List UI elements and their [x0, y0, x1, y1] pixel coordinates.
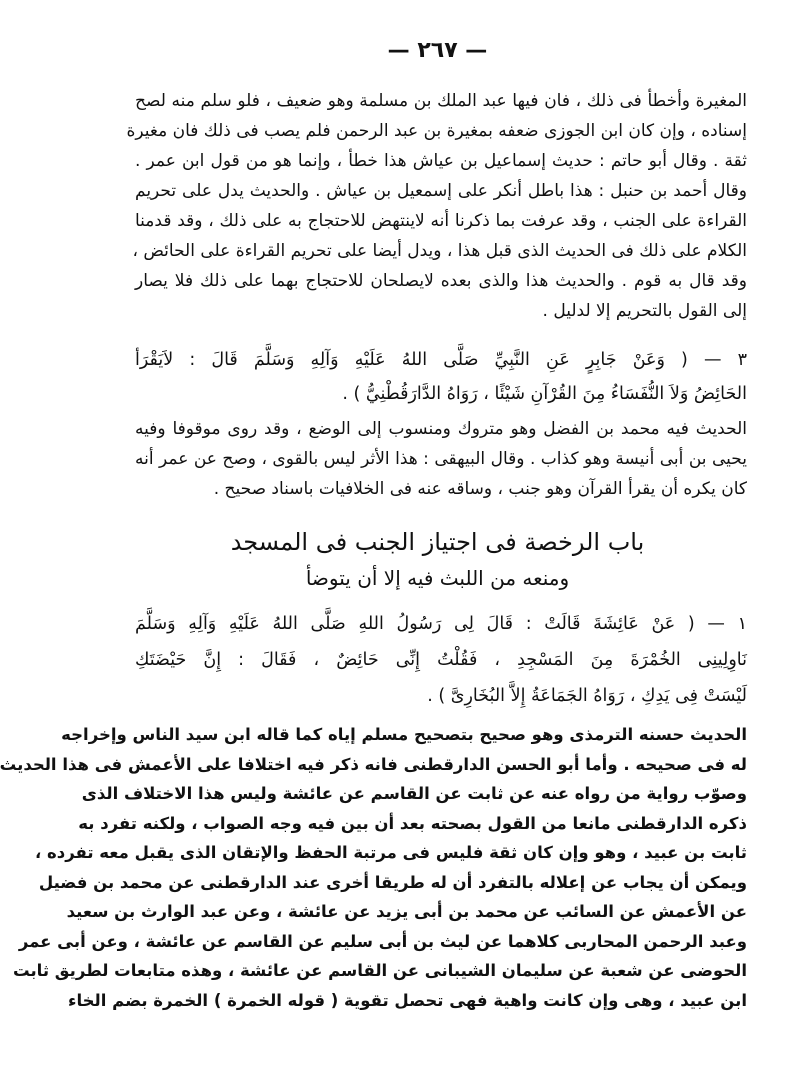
- text-line: نَاوِلِينِى الخُمْرَةَ مِنَ المَسْجِدِ ، فَقُلْتُ إِنِّى حَائِضٌ ، فَقَالَ : إِنَّ حَيْضَتَكِ: [135, 650, 747, 670]
- commentary-paragraph-3: [0, 720, 747, 1015]
- text-line: وصوّب رواية من رواه عنه عن ثابت عن القاسم عن عائشة وليس هذا الاختلاف الذى: [81, 784, 747, 803]
- text-line: ثقة . وقال أبو حاتم : حديث إسماعيل بن عياش هذا خطأ ، وإنما هو من قول ابن عمر .: [135, 151, 747, 171]
- text-line: وعبد الرحمن المحاربى كلاهما عن ليث بن أبى سليم عن القاسم عن عائشة ، وعن أبى عمر: [18, 931, 747, 951]
- text-line: الحوضى عن شعبة عن سليمان الشيبانى عن القاسم عن عائشة ، وهذه متابعات لطريق ثابت: [12, 961, 747, 980]
- text-line: إسناده ، وإن كان ابن الجوزى ضعفه بمغيرة بن عبد الرحمن فلم يصب فى ذلك فان مغيرة: [126, 121, 747, 141]
- text-line: كان يكره أن يقرأ القرآن وهو جنب ، وساقه عنه فى الخلافيات باسناد صحيح .: [213, 479, 747, 499]
- text-line: له فى صحيحه . وأما أبو الحسن الدارقطنى فانه ذكر فيه اختلافا على الأعمش فى هذا الحديث: [0, 754, 747, 774]
- text-line: الحَائِضُ وَلاَ النُّفَسَاءُ مِنَ القُرْآنِ شَيْئًا ، رَوَاهُ الدَّارَقُطْنِيُّ ) .: [342, 384, 747, 404]
- text-line: ذكره الدارقطنى مانعا من القول بصحته بعد أن بين فيه وجه الصواب ، ولكنه تفرد به: [78, 813, 747, 833]
- text-line: وقد قال به قوم . والحديث هذا والذى بعده لايصلحان للاحتجاج بهما على ذلك فلا يصار: [135, 271, 747, 291]
- text-line: الحديث فيه محمد بن الفضل وهو متروك ومنسوب إلى الوضع ، وقد روى موقوفا وفيه: [135, 419, 747, 439]
- text-line: الكلام على ذلك فى الحديث الذى قبل هذا ، ويدل أيضا على تحريم القراءة على الحائض ،: [132, 241, 747, 261]
- hadith-3-text: [135, 343, 747, 411]
- text-line: ثابت بن عبيد ، وهو وإن كان ثقة فليس فى مرتبة الحفظ والإتقان الذى يقبل معه تفرده ،: [34, 843, 747, 862]
- chapter-title: باب الرخصة فى اجتياز الجنب فى المسجد: [230, 528, 645, 556]
- text-line: يحيى بن أبى أنيسة وهو كذاب . وقال البيهقى : هذا الأثر ليس بالقوى ، وصح عن عمر أنه: [135, 449, 747, 469]
- text-line: عن الأعمش عن السائب عن محمد بن أبى يزيد عن عائشة ، وعن عبد الوارث بن سعيد: [66, 902, 747, 921]
- text-line: القراءة على الجنب ، وقد عرفت بما ذكرنا أنه لاينتهض للاحتجاج به على ذلك ، وقد قدمنا: [135, 211, 747, 231]
- text-line: الحديث حسنه الترمذى وهو صحيح بتصحيح مسلم إياه كما قاله ابن سيد الناس وإخراجه: [61, 725, 747, 744]
- text-line: ويمكن أن يجاب عن إعلاله بالتفرد أن له طريقا أخرى عند الدارقطنى عن محمد بن فضيل: [38, 872, 747, 892]
- text-line: إلى القول بالتحريم إلا لدليل .: [542, 301, 747, 321]
- text-line: ابن عبيد ، وهى وإن كانت واهية فهى تحصل تقوية ( قوله الخمرة ) الخمرة بضم الخاء: [68, 990, 747, 1010]
- chapter-subtitle: ومنعه من اللبث فيه إلا أن يتوضأ: [305, 566, 570, 590]
- hadith-1-text: [135, 606, 747, 714]
- text-line: لَيْسَتْ فِى يَدِكِ ، رَوَاهُ الجَمَاعَةُ إِلاَّ البُخَارِىَّ ) .: [427, 686, 747, 706]
- page-number: — ٢٦٧ —: [387, 38, 488, 63]
- commentary-paragraph-2: [135, 414, 747, 504]
- text-line: ١ — ( عَنْ عَائِشَةَ قَالَتْ : قَالَ لِى رَسُولُ اللهِ صَلَّى اللهُ عَلَيْهِ وَآلِهِ وَسَلَّمَ: [135, 614, 747, 634]
- text-line: المغيرة وأخطأ فى ذلك ، فان فيها عبد الملك بن مسلمة وهو ضعيف ، فلو سلم منه لصح: [135, 91, 747, 111]
- text-line: ٣ — ( وَعَنْ جَابِرٍ عَنِ النَّبِيِّ صَلَّى اللهُ عَلَيْهِ وَآلِهِ وَسَلَّمَ قَالَ : لاَيَقْرَأ: [135, 350, 747, 370]
- text-line: وقال أحمد بن حنبل : هذا باطل أنكر على إسمعيل بن عياش . والحديث يدل على تحريم: [135, 181, 747, 201]
- commentary-paragraph-1: [126, 86, 747, 326]
